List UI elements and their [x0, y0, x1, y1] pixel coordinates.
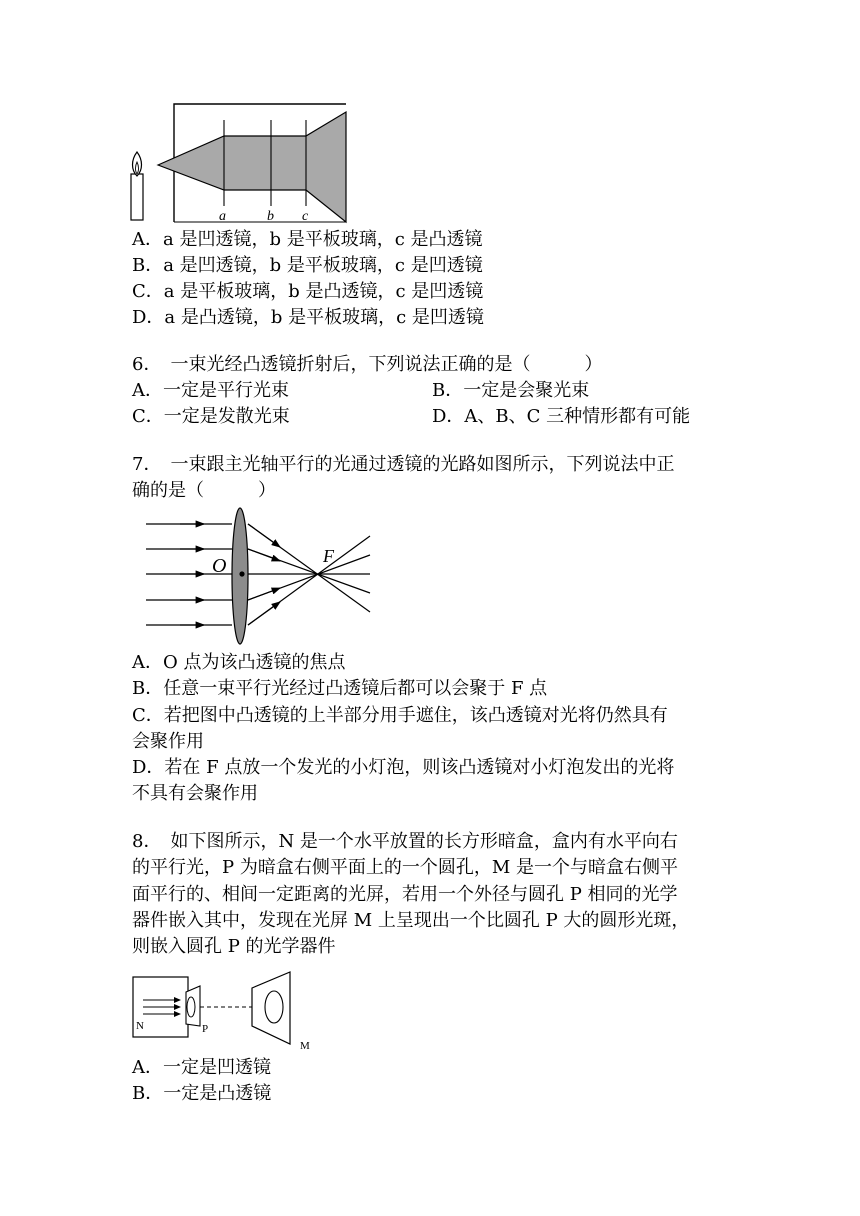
q8-option-b: B．一定是凸透镜	[132, 1083, 272, 1104]
q7-stem-line2: 确的是（ ）	[132, 480, 276, 501]
q7-option-d-cont: 不具有会聚作用	[132, 783, 258, 804]
candle-body	[131, 174, 143, 220]
q5-option-c: C．a 是平板玻璃，b 是凸透镜，c 是凹透镜	[132, 281, 484, 302]
q6-option-c: C．一定是发散光束	[132, 406, 290, 427]
q6-stem: 6． 一束光经凸透镜折射后，下列说法正确的是（ ）	[132, 354, 603, 375]
q7-option-c-cont: 会聚作用	[132, 731, 204, 752]
q5-option-d: D．a 是凸透镜，b 是平板玻璃，c 是凹透镜	[132, 307, 484, 328]
q8-stem-line3: 面平行的、相间一定距离的光屏，若用一个外径与圆孔 P 相同的光学	[132, 884, 678, 905]
q7-option-c: C．若把图中凸透镜的上半部分用手遮住，该凸透镜对光将仍然具有	[132, 705, 668, 726]
q7-option-b: B．任意一束平行光经过凸透镜后都可以会聚于 F 点	[132, 678, 548, 699]
q8-figure	[128, 968, 328, 1054]
label-o: O	[212, 555, 227, 577]
q8-stem-line2: 的平行光，P 为暗盒右侧平面上的一个圆孔，M 是一个与暗盒右侧平	[132, 857, 678, 878]
q6-option-b: B．一定是会聚光束	[432, 380, 590, 401]
q8-stem-line5: 则嵌入圆孔 P 的光学器件	[132, 936, 336, 957]
label-p: P	[202, 1023, 209, 1035]
q7-option-d: D．若在 F 点放一个发光的小灯泡，则该凸透镜对小灯泡发出的光将	[132, 757, 675, 778]
q6-option-a: A．一定是平行光束	[132, 380, 289, 401]
q8-stem-line1: 8． 如下图所示，N 是一个水平放置的长方形暗盒，盒内有水平向右	[132, 831, 678, 852]
q5-option-a: A．a 是凹透镜，b 是平板玻璃，c 是凸透镜	[132, 229, 483, 250]
q8-option-a: A．一定是凹透镜	[132, 1057, 271, 1078]
convex-lens	[232, 508, 248, 644]
candle-flame	[133, 152, 142, 176]
label-f: F	[323, 546, 334, 566]
label-a: a	[219, 209, 226, 224]
label-n: N	[136, 1020, 144, 1032]
label-c: c	[302, 209, 309, 224]
q7-figure	[140, 506, 380, 648]
q7-option-a: A．O 点为该凸透镜的焦点	[132, 652, 346, 673]
light-beam	[158, 112, 346, 222]
label-m: M	[300, 1040, 310, 1052]
label-b: b	[267, 209, 274, 224]
q5-figure	[126, 98, 366, 228]
q6-option-d: D．A、B、C 三种情形都有可能	[432, 406, 691, 427]
q8-stem-line4: 器件嵌入其中，发现在光屏 M 上呈现出一个比圆孔 P 大的圆形光斑，	[132, 910, 690, 931]
q7-stem-line1: 7． 一束跟主光轴平行的光通过透镜的光路如图所示，下列说法中正	[132, 454, 675, 475]
q5-option-b: B．a 是凹透镜，b 是平板玻璃，c 是凹透镜	[132, 255, 483, 276]
